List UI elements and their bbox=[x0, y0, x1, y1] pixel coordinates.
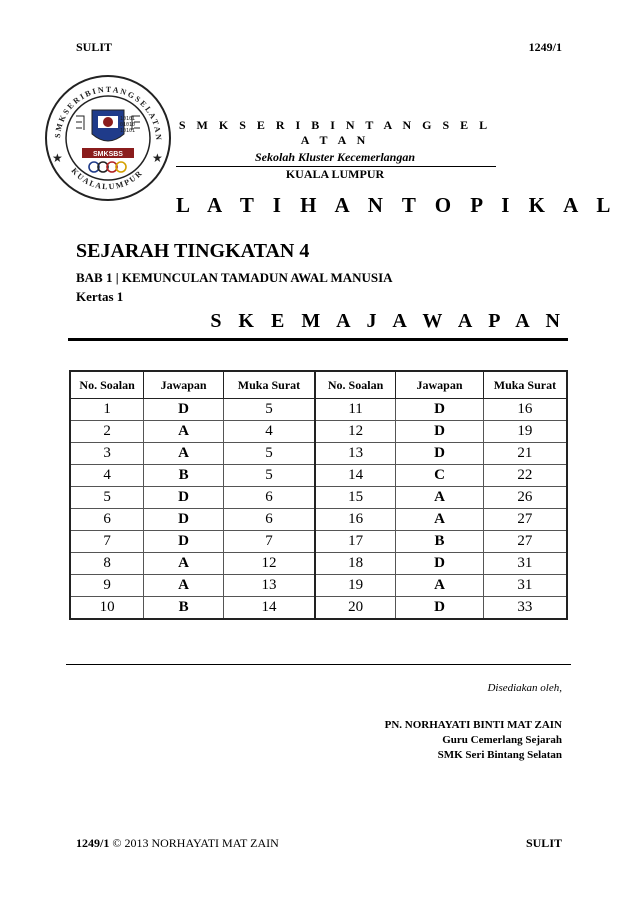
question-number-cell: 15 bbox=[315, 487, 396, 509]
table-header-row bbox=[70, 371, 567, 399]
footer-classification: SULIT bbox=[525, 836, 562, 850]
table-header-cell: Muka Surat bbox=[483, 371, 567, 399]
question-number-cell: 4 bbox=[70, 465, 144, 487]
school-name: S M K S E R I B I N T A N G S E L A T A N bbox=[178, 118, 492, 147]
table-row bbox=[70, 443, 567, 465]
table-header-cell: Muka Surat bbox=[223, 371, 315, 399]
question-number-cell: 1 bbox=[70, 399, 144, 421]
question-number-cell: 18 bbox=[315, 553, 396, 575]
page-cell: 4 bbox=[223, 421, 315, 443]
answer-cell: B bbox=[396, 531, 484, 553]
footer-divider bbox=[66, 664, 571, 665]
page-cell: 14 bbox=[223, 597, 315, 620]
answer-cell: A bbox=[396, 487, 484, 509]
footer-copyright: © 2013 NORHAYATI MAT ZAIN bbox=[112, 836, 279, 850]
answer-cell: C bbox=[396, 465, 484, 487]
answer-cell: A bbox=[144, 575, 224, 597]
answer-cell: B bbox=[144, 465, 224, 487]
question-number-cell: 2 bbox=[70, 421, 144, 443]
paper-label: Kertas 1 bbox=[76, 289, 124, 304]
answer-cell: A bbox=[144, 553, 224, 575]
table-row bbox=[70, 531, 567, 553]
page-cell: 5 bbox=[223, 443, 315, 465]
question-number-cell: 3 bbox=[70, 443, 144, 465]
table-header-cell: Jawapan bbox=[144, 371, 224, 399]
table-header-cell: No. Soalan bbox=[315, 371, 396, 399]
page-cell: 31 bbox=[483, 575, 567, 597]
answer-table bbox=[69, 370, 568, 620]
page-cell: 26 bbox=[483, 487, 567, 509]
prepared-by-label: Disediakan oleh, bbox=[487, 682, 562, 694]
signer-name: PN. NORHAYATI BINTI MAT ZAIN bbox=[384, 719, 562, 731]
answer-cell: D bbox=[396, 443, 484, 465]
question-number-cell: 16 bbox=[315, 509, 396, 531]
footer-paper-code: 1249/1 bbox=[76, 836, 110, 850]
document-title: L A T I H A N T O P I K A L bbox=[176, 193, 618, 217]
svg-text:01010: 01010 bbox=[120, 122, 136, 128]
page-cell: 31 bbox=[483, 553, 567, 575]
school-city: KUALA LUMPUR bbox=[285, 167, 385, 181]
table-header-cell: Jawapan bbox=[396, 371, 484, 399]
answer-cell: D bbox=[396, 553, 484, 575]
school-logo bbox=[40, 70, 175, 205]
header-paper-code: 1249/1 bbox=[528, 40, 562, 54]
school-heading bbox=[175, 118, 495, 182]
svg-text:★: ★ bbox=[52, 151, 63, 165]
answer-cell: D bbox=[144, 487, 224, 509]
table-row bbox=[70, 487, 567, 509]
table-header-cell: No. Soalan bbox=[70, 371, 144, 399]
school-subtitle: Sekolah Kluster Kecemerlangan bbox=[254, 150, 415, 164]
header-classification: SULIT bbox=[76, 40, 113, 54]
school-divider bbox=[176, 166, 496, 167]
answer-cell: D bbox=[396, 421, 484, 443]
table-row bbox=[70, 509, 567, 531]
page-cell: 6 bbox=[223, 487, 315, 509]
question-number-cell: 19 bbox=[315, 575, 396, 597]
question-number-cell: 7 bbox=[70, 531, 144, 553]
page-cell: 21 bbox=[483, 443, 567, 465]
question-number-cell: 11 bbox=[315, 399, 396, 421]
page-cell: 5 bbox=[223, 399, 315, 421]
page-cell: 27 bbox=[483, 531, 567, 553]
answer-cell: B bbox=[144, 597, 224, 620]
question-number-cell: 10 bbox=[70, 597, 144, 620]
table-row bbox=[70, 399, 567, 421]
table-row bbox=[70, 465, 567, 487]
page-cell: 12 bbox=[223, 553, 315, 575]
answer-cell: D bbox=[144, 399, 224, 421]
answer-cell: A bbox=[144, 421, 224, 443]
svg-text:★: ★ bbox=[152, 151, 163, 165]
page-cell: 22 bbox=[483, 465, 567, 487]
question-number-cell: 9 bbox=[70, 575, 144, 597]
logo-banner-text: SMKSBS bbox=[93, 151, 123, 158]
page-cell: 5 bbox=[223, 465, 315, 487]
question-number-cell: 20 bbox=[315, 597, 396, 620]
svg-text:10101: 10101 bbox=[120, 128, 136, 134]
page-cell: 6 bbox=[223, 509, 315, 531]
answer-cell: D bbox=[396, 399, 484, 421]
chapter-title: BAB 1 | KEMUNCULAN TAMADUN AWAL MANUSIA bbox=[76, 270, 393, 285]
table-row bbox=[70, 553, 567, 575]
question-number-cell: 8 bbox=[70, 553, 144, 575]
answer-cell: A bbox=[396, 575, 484, 597]
answer-cell: D bbox=[396, 597, 484, 620]
question-number-cell: 12 bbox=[315, 421, 396, 443]
svg-text:10101: 10101 bbox=[120, 116, 136, 122]
answer-cell: D bbox=[144, 531, 224, 553]
logo-ring-top-text: S M K S E R I B I N T A N G S E L A T A N bbox=[53, 84, 164, 141]
signer-block bbox=[385, 718, 562, 763]
page-cell: 19 bbox=[483, 421, 567, 443]
table-row bbox=[70, 575, 567, 597]
answer-cell: D bbox=[144, 509, 224, 531]
table-row bbox=[70, 597, 567, 620]
page-cell: 13 bbox=[223, 575, 315, 597]
title-divider bbox=[68, 338, 568, 341]
question-number-cell: 17 bbox=[315, 531, 396, 553]
question-number-cell: 14 bbox=[315, 465, 396, 487]
page-cell: 7 bbox=[223, 531, 315, 553]
signer-school: SMK Seri Bintang Selatan bbox=[437, 749, 562, 761]
answer-scheme-title: S K E M A J A W A P A N bbox=[210, 310, 566, 332]
table-row bbox=[70, 421, 567, 443]
page-cell: 16 bbox=[483, 399, 567, 421]
page-cell: 27 bbox=[483, 509, 567, 531]
answer-cell: A bbox=[144, 443, 224, 465]
subject-title: SEJARAH TINGKATAN 4 bbox=[76, 240, 310, 262]
question-number-cell: 5 bbox=[70, 487, 144, 509]
signer-role: Guru Cemerlang Sejarah bbox=[442, 734, 562, 746]
logo-ring-bottom-text: K U A L A L U M P U R bbox=[69, 166, 144, 192]
question-number-cell: 13 bbox=[315, 443, 396, 465]
footer-left bbox=[76, 836, 279, 851]
answer-cell: A bbox=[396, 509, 484, 531]
question-number-cell: 6 bbox=[70, 509, 144, 531]
page-cell: 33 bbox=[483, 597, 567, 620]
